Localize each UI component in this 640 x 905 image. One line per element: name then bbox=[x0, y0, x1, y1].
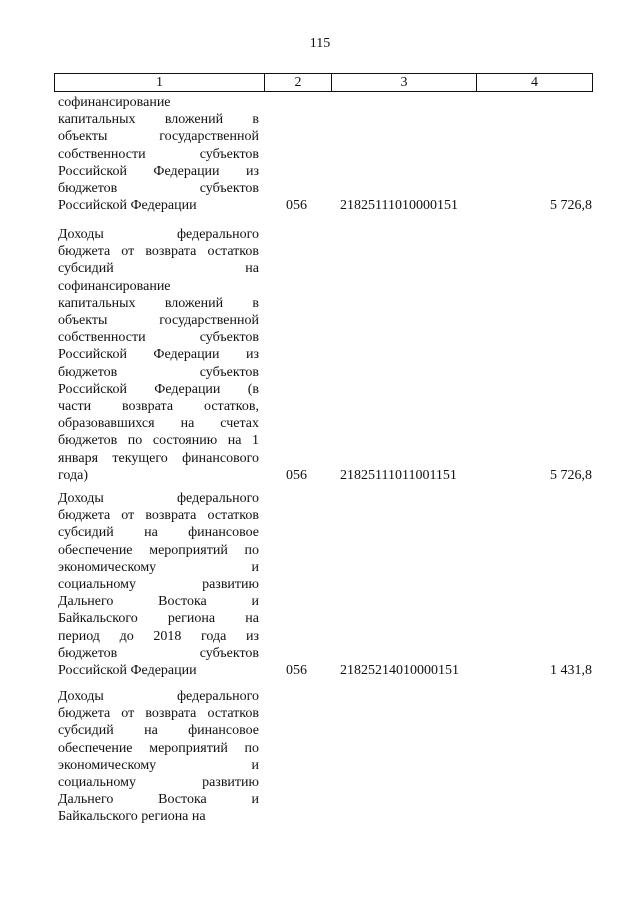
column-header-3: 3 bbox=[332, 74, 477, 91]
description-line: софинансирование bbox=[58, 95, 171, 110]
description-line: бюджетов субъектов bbox=[58, 645, 259, 661]
description-line: Доходы федерального bbox=[58, 491, 259, 506]
description-line: части возврата остатков, bbox=[58, 399, 259, 415]
table-row bbox=[58, 688, 592, 826]
description-line: период до 2018 года из bbox=[58, 628, 259, 644]
admin-code: 056 bbox=[286, 198, 307, 214]
description-line: объекты государственной bbox=[58, 313, 259, 329]
description-line: бюджетов субъектов bbox=[58, 364, 259, 380]
budget-classification-code: 21825111011001151 bbox=[340, 467, 457, 483]
description-line: образовавшихся на счетах bbox=[58, 416, 259, 432]
description-line: Российской Федерации из bbox=[58, 347, 259, 363]
description-line: социальному развитию bbox=[58, 577, 259, 593]
admin-code: 056 bbox=[286, 663, 307, 679]
amount: 5 726,8 bbox=[550, 467, 592, 483]
description-line: Дальнего Востока и bbox=[58, 792, 259, 808]
row-description bbox=[58, 226, 259, 484]
description-line: экономическому и bbox=[58, 559, 259, 575]
page-number: 115 bbox=[309, 36, 331, 51]
column-header-2: 2 bbox=[265, 74, 332, 91]
budget-classification-code: 21825111010000151 bbox=[340, 198, 458, 214]
description-line: года) bbox=[58, 467, 88, 483]
table-header bbox=[54, 73, 593, 92]
description-line: софинансирование bbox=[58, 278, 171, 294]
description-line: Доходы федерального bbox=[58, 227, 259, 242]
amount: 5 726,8 bbox=[550, 198, 592, 214]
amount: 1 431,8 bbox=[550, 663, 592, 679]
description-line: Дальнего Востока и bbox=[58, 594, 259, 610]
table-row bbox=[58, 94, 592, 214]
description-line: Российской Федерации bbox=[58, 198, 197, 214]
row-description bbox=[58, 490, 259, 679]
column-header-1: 1 bbox=[55, 74, 265, 91]
description-line: субсидий на финансовое bbox=[58, 723, 259, 739]
description-line: Байкальского региона на bbox=[58, 809, 206, 825]
description-line: капитальных вложений в bbox=[58, 112, 259, 128]
row-description bbox=[58, 94, 259, 214]
description-line: бюджета от возврата остатков bbox=[58, 706, 259, 722]
budget-classification-code: 21825214010000151 bbox=[340, 663, 459, 679]
description-line: обеспечение мероприятий по bbox=[58, 542, 259, 558]
description-line: капитальных вложений в bbox=[58, 295, 259, 311]
row-description bbox=[58, 688, 259, 826]
description-line: бюджета от возврата остатков bbox=[58, 244, 259, 260]
description-line: субсидий на финансовое bbox=[58, 525, 259, 541]
admin-code: 056 bbox=[286, 467, 307, 483]
description-line: бюджетов по состоянию на 1 bbox=[58, 433, 259, 449]
description-line: собственности субъектов bbox=[58, 330, 259, 346]
description-line: субсидий на bbox=[58, 261, 259, 277]
description-line: Доходы федерального bbox=[58, 689, 259, 704]
description-line: Байкальского региона на bbox=[58, 611, 259, 627]
table-row bbox=[58, 226, 592, 484]
column-header-4: 4 bbox=[531, 75, 538, 90]
table-row bbox=[58, 490, 592, 679]
description-line: социальному развитию bbox=[58, 775, 259, 791]
description-line: собственности субъектов bbox=[58, 146, 259, 162]
description-line: бюджетов субъектов bbox=[58, 181, 259, 197]
description-line: объекты государственной bbox=[58, 129, 259, 145]
description-line: Российской Федерации bbox=[58, 663, 197, 679]
description-line: Российской Федерации (в bbox=[58, 381, 259, 397]
description-line: бюджета от возврата остатков bbox=[58, 508, 259, 524]
description-line: Российской Федерации из bbox=[58, 163, 259, 179]
description-line: января текущего финансового bbox=[58, 450, 259, 466]
description-line: обеспечение мероприятий по bbox=[58, 740, 259, 756]
description-line: экономическому и bbox=[58, 757, 259, 773]
